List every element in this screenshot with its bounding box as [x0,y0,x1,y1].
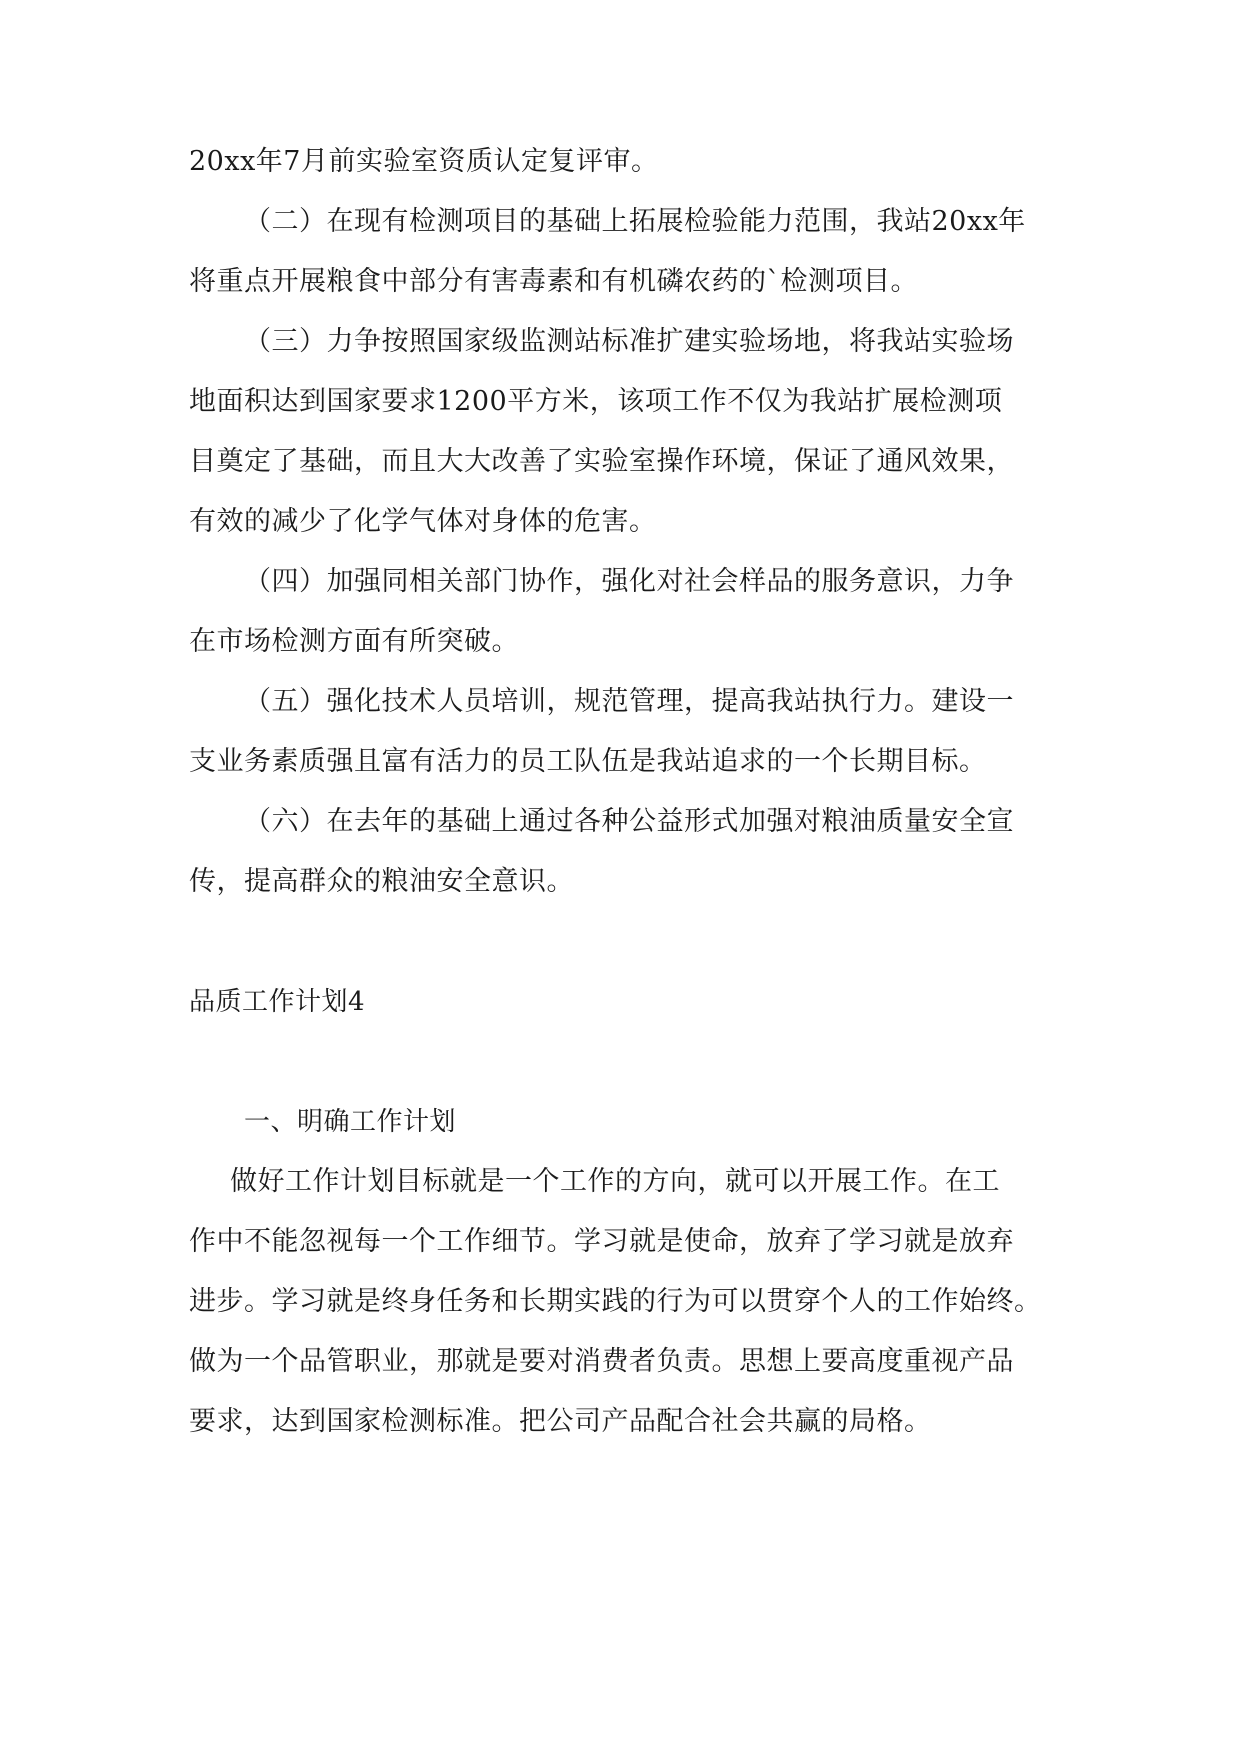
plan-line-1: 做好工作计划目标就是一个工作的方向，就可以开展工作。在工 [230,1166,1000,1197]
body-line-13: 传，提高群众的粮油安全意识。 [189,866,574,897]
subheading: 一、明确工作计划 [244,1107,457,1137]
body-line-8: （四）加强同相关部门协作，强化对社会样品的服务意识，力争 [244,566,1014,597]
plan-line-2: 作中不能忽视每一个工作细节。学习就是使命，放弃了学习就是放弃 [189,1226,1014,1257]
body-line-7: 有效的减少了化学气体对身体的危害。 [189,506,657,537]
body-line-5: 地面积达到国家要求1200平方米，该项工作不仅为我站扩展检测项 [189,386,1003,417]
plan-line-4: 做为一个品管职业，那就是要对消费者负责。思想上要高度重视产品 [189,1346,1014,1377]
section-title: 品质工作计划4 [189,987,366,1017]
body-line-11: 支业务素质强且富有活力的员工队伍是我站追求的一个长期目标。 [189,746,987,777]
body-line-9: 在市场检测方面有所突破。 [189,626,519,657]
body-line-10: （五）强化技术人员培训，规范管理，提高我站执行力。建设一 [244,686,1014,717]
body-line-1: 20xx年7月前实验室资质认定复评审。 [189,146,659,177]
body-line-4: （三）力争按照国家级监测站标准扩建实验场地，将我站实验场 [244,326,1014,357]
plan-line-3: 进步。学习就是终身任务和长期实践的行为可以贯穿个人的工作始终。 [189,1286,1042,1317]
body-line-6: 目奠定了基础，而且大大改善了实验室操作环境，保证了通风效果， [189,446,1014,477]
body-line-2: （二）在现有检测项目的基础上拓展检验能力范围，我站20xx年 [244,206,1026,237]
plan-line-5: 要求，达到国家检测标准。把公司产品配合社会共赢的局格。 [189,1406,932,1437]
body-line-12: （六）在去年的基础上通过各种公益形式加强对粮油质量安全宣 [244,806,1014,837]
body-line-3: 将重点开展粮食中部分有害毒素和有机磷农药的`检测项目。 [189,266,918,297]
